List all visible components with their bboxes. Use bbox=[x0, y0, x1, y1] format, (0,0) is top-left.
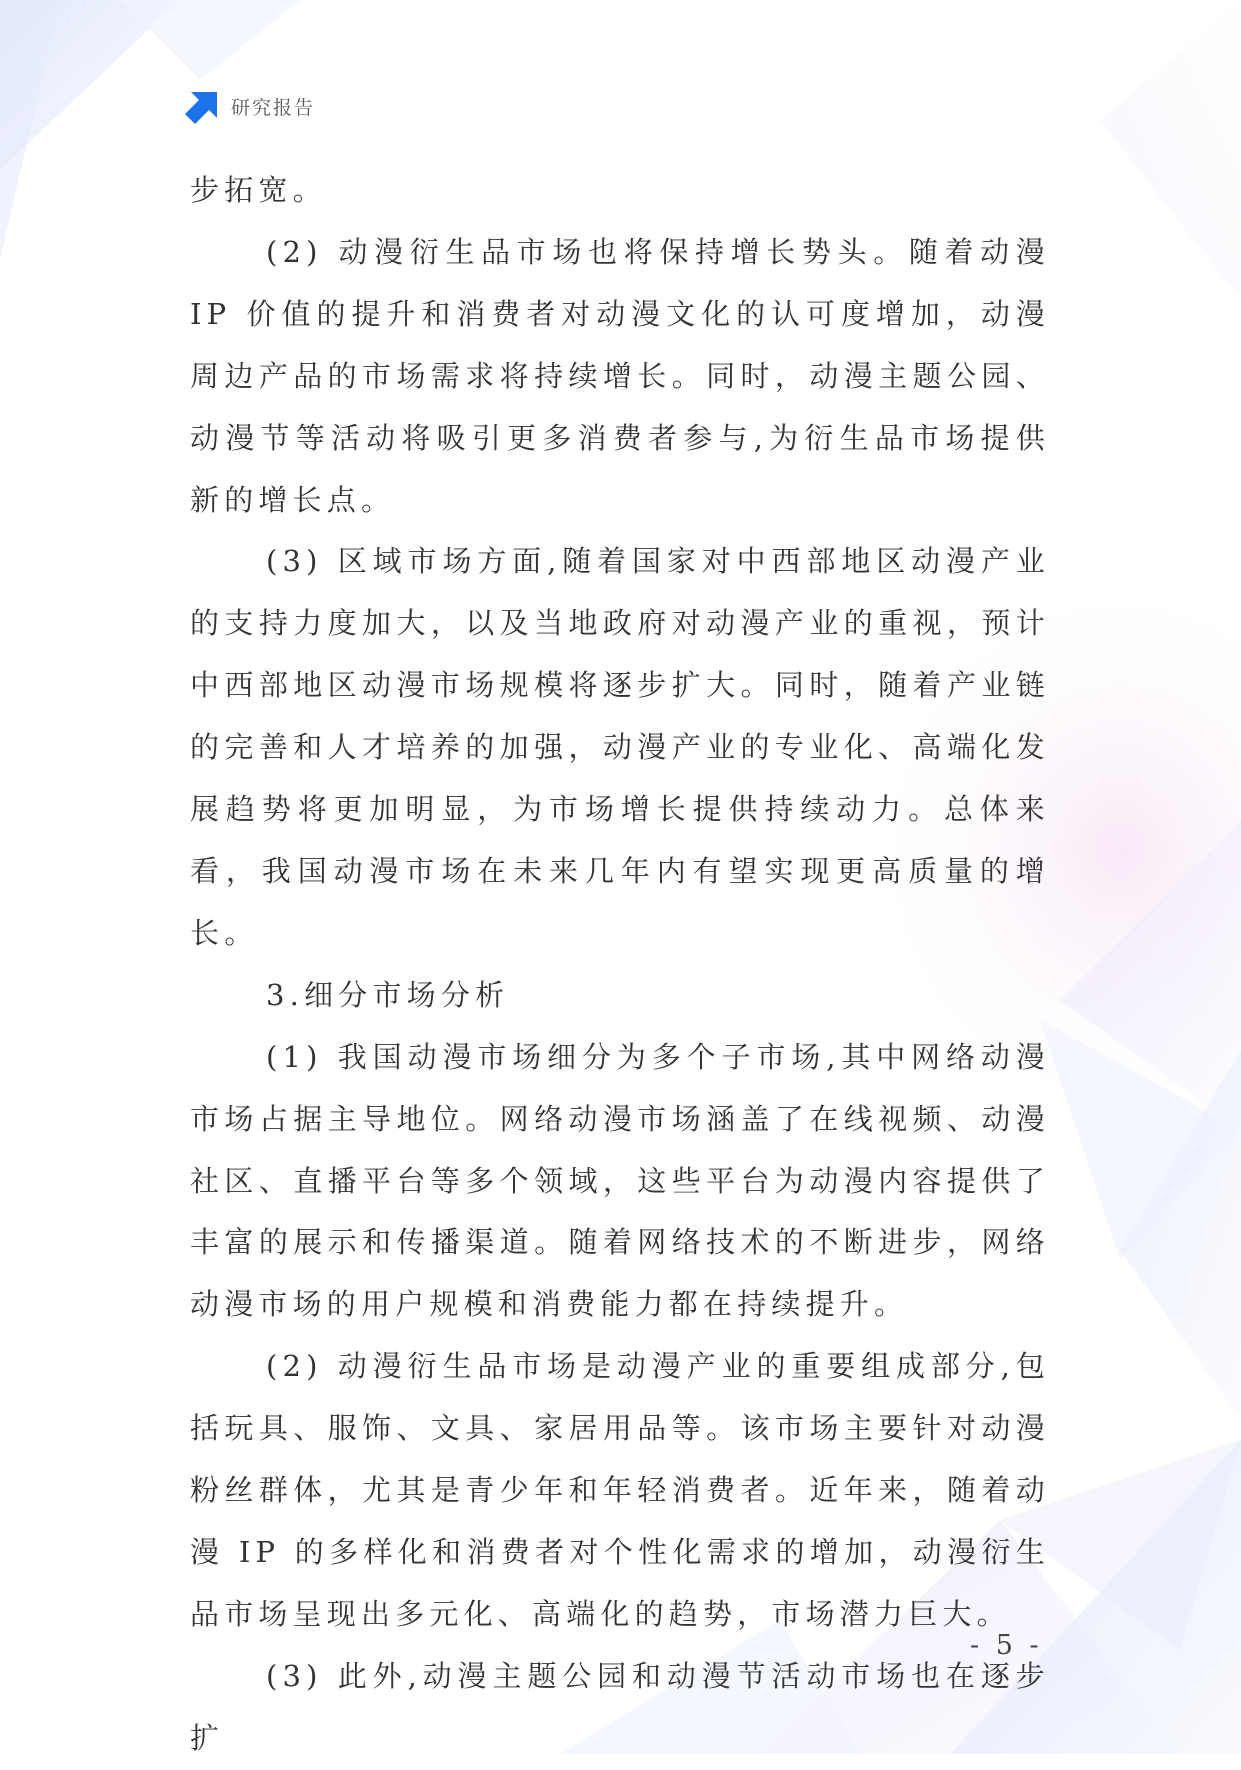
paragraph: (2) 动漫衍生品市场也将保持增长势头。随着动漫 IP 价值的提升和消费者对动漫文化的认可度增加，动漫周边产品的市场需求将持续增长。同时，动漫主题公园、动漫节等活动将吸引更多消费者参与,为衍生品市场提供新的增长点。 bbox=[190, 234, 1050, 517]
paragraph: (1) 我国动漫市场细分为多个子市场,其中网络动漫市场占据主导地位。网络动漫市场涵盖了在线视频、动漫社区、直播平台等多个领域，这些平台为动漫内容提供了丰富的展示和传播渠道。随着网络技术的不断进步，网络动漫市场的用户规模和消费能力都在持续提升。 bbox=[190, 1039, 1050, 1322]
paragraph: (2) 动漫衍生品市场是动漫产业的重要组成部分,包括玩具、服饰、文具、家居用品等。该市场主要针对动漫粉丝群体，尤其是青少年和年轻消费者。近年来，随着动漫 IP 的多样化和消费者对个性化需求的增加，动漫衍生品市场呈现出多元化、高端化的趋势，市场潜力巨大。 bbox=[190, 1349, 1050, 1631]
section-heading: 3.细分市场分析 bbox=[266, 977, 510, 1012]
report-label: 研究报告 bbox=[231, 96, 316, 119]
paragraph-continuation: 步拓宽。 bbox=[190, 173, 327, 207]
paragraph: (3) 区域市场方面,随着国家对中西部地区动漫产业的支持力度加大，以及当地政府对动漫产业的重视，预计中西部地区动漫市场规模将逐步扩大。同时，随着产业链的完善和人才培养的加强，动漫产业的专业化、高端化发展趋势将更加明显，为市场增长提供持续动力。总体来看，我国动漫市场在未来几年内有望实现更高质量的增长。 bbox=[190, 544, 1050, 950]
diagonal-arrow-icon bbox=[185, 88, 221, 124]
page-number: - 5 - bbox=[970, 1630, 1043, 1661]
document-body bbox=[190, 160, 1050, 1770]
report-header bbox=[185, 88, 315, 124]
paragraph: (3) 此外,动漫主题公园和动漫节活动市场也在逐步扩 bbox=[190, 1658, 1050, 1755]
